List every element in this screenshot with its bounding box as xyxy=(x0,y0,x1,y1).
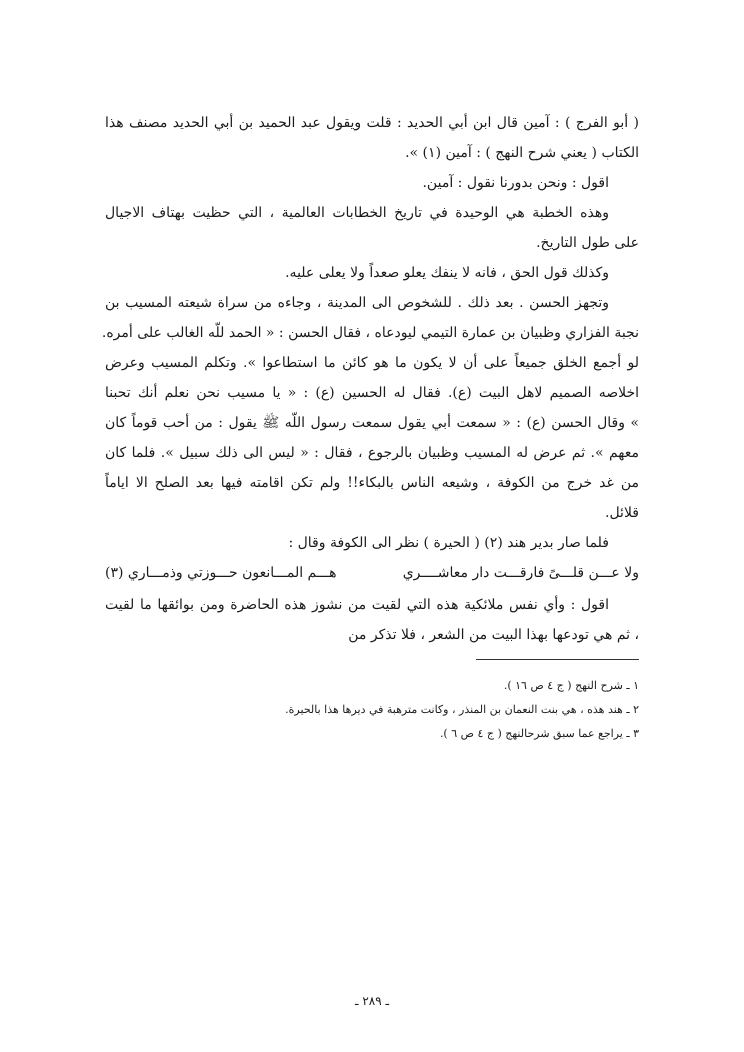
text-line: من غد خرج من الكوفة ، وشيعه الناس بالبكاء!! ولم تكن اقامته فيها بعد الصلح الا اياماً xyxy=(105,475,639,491)
text-line: ، ثم هي تودعها بهذا البيت من الشعر ، فلا تذكر من xyxy=(348,627,639,643)
text-line: » وقال الحسن (ع) : « سمعت أبي يقول سمعت رسول اللّه ﷺ يقول : من أحب قوماً كان xyxy=(105,415,639,431)
text-line: على طول التاريخ. xyxy=(536,235,639,251)
page-number: ـ ٢٨٩ ـ xyxy=(354,994,390,1008)
footnote: ٢ ـ هند هذه ، هي بنت النعمان بن المنذر ، وكانت مترهبة في ديرها هذا بالحيرة. xyxy=(285,703,639,716)
text-line: ( أبو الفرج ) : آمين قال ابن أبي الحديد : قلت ويقول عبد الحميد بن أبي الحديد مصنف هذا xyxy=(105,115,639,131)
text-line: لو أجمع الخلق جميعاً على أن لا يكون ما هو كائن ما استطاعوا ». وتكلم المسيب وعرض xyxy=(105,355,639,371)
verse-first-hemistich: ولا عـــن قلـــىً فارقـــت دار معاشــــري xyxy=(402,565,639,581)
text-line: اقول : وأي نفس ملائكية هذه التي لقيت من نشوز هذه الحاضرة ومن بوائقها ما لقيت xyxy=(105,597,609,613)
text-line: اخلاصه الصميم لاهل البيت (ع). فقال له الحسين (ع) : « يا مسيب نحن نعلم أنك تحبنا xyxy=(105,385,639,401)
text-line: فلما صار بدير هند (٢) ( الحيرة ) نظر الى الكوفة وقال : xyxy=(288,535,609,551)
footnote: ١ ـ شرح النهج ( ج ٤ ص ١٦ ). xyxy=(503,679,639,692)
verse-second-hemistich: هـــم المـــانعون حـــوزتي وذمـــاري (٣) xyxy=(105,565,337,581)
poetry-verse xyxy=(105,558,639,588)
text-line: الكتاب ( يعني شرح النهج ) : آمين (١) ». xyxy=(405,145,639,161)
text-line: نجبة الفزاري وظبيان بن عمارة التيمي ليودعاه ، فقال الحسن : « الحمد للّه الغالب على أمره. xyxy=(101,325,639,341)
text-line: قلائل. xyxy=(605,505,639,521)
footnote: ٣ ـ يراجع عما سبق شرحالنهج ( ج ٤ ص ٦ ). xyxy=(439,727,639,740)
text-line: وهذه الخطبة هي الوحيدة في تاريخ الخطابات العالمية ، التي حظيت بهتاف الاجيال xyxy=(105,205,609,221)
text-line: وتجهز الحسن . بعد ذلك . للشخوص الى المدينة ، وجاءه من سراة شيعته المسيب بن xyxy=(105,295,609,311)
footnote-divider xyxy=(476,659,639,660)
text-line: وكذلك قول الحق ، فانه لا ينفك يعلو صعداً ولا يعلى عليه. xyxy=(285,265,609,281)
text-line: اقول : ونحن بدورنا نقول : آمين. xyxy=(422,175,609,191)
text-line: معهم ». ثم عرض له المسيب وظبيان بالرجوع ، فقال : « ليس الى ذلك سبيل ». فلما كان xyxy=(105,445,639,461)
